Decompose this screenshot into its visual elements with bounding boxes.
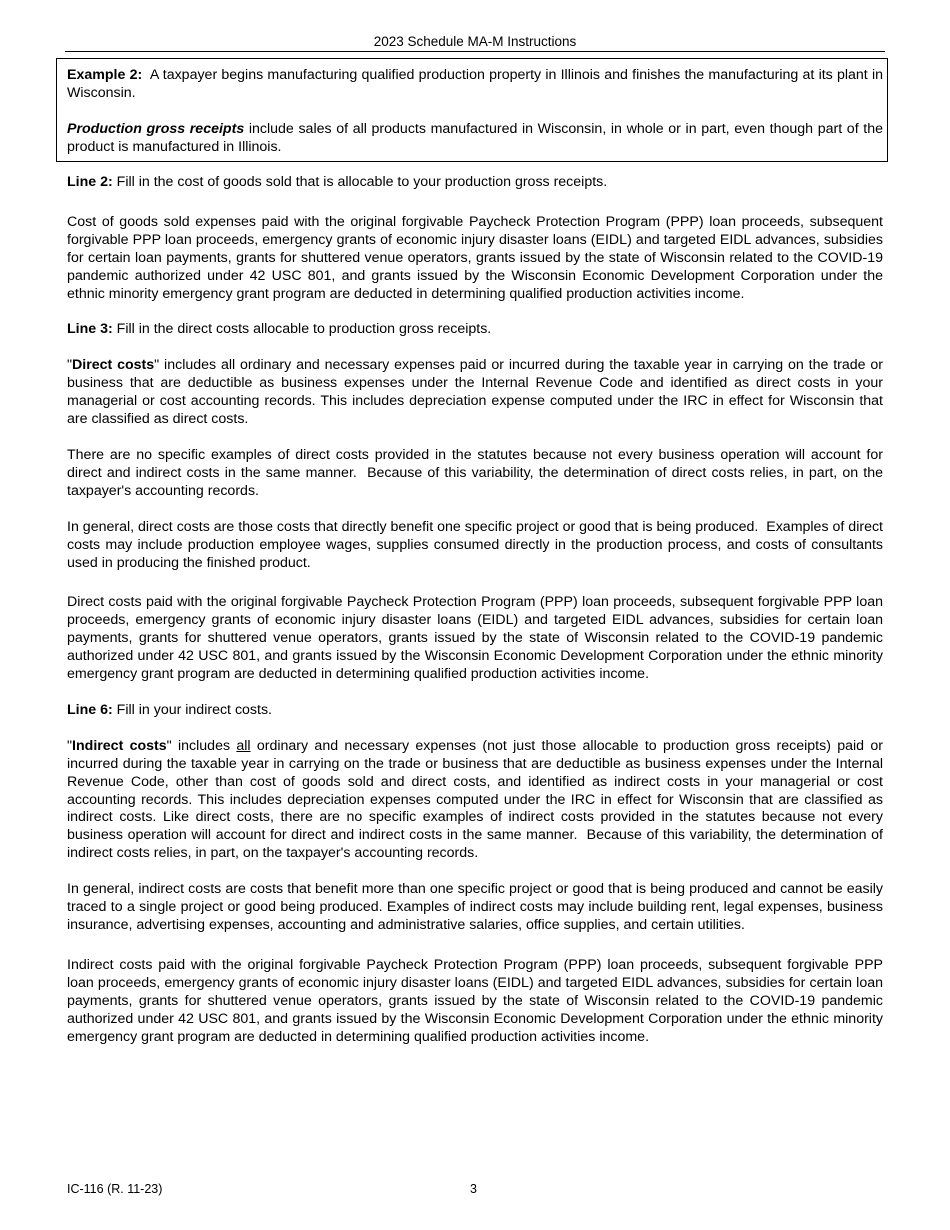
example-text: A taxpayer begins manufacturing qualified production property in Illinois and finishes the manufacturing at its plant in Wisconsin.: [67, 67, 887, 101]
direct-costs-definition: "Direct costs" includes all ordinary and necessary expenses paid or incurred during the taxable year in carrying on the trade or business that are deductible as business expenses under the Internal Revenue Code and identified as direct costs in your managerial or cost accounting records. This includes depreciation expense computed under the IRC in effect for Wisconsin that are classified as direct costs.: [67, 357, 883, 428]
page-number: 3: [470, 1182, 477, 1196]
example-paragraph: [67, 67, 887, 103]
line2-heading: [67, 174, 883, 192]
indirect-costs-definition: "Indirect costs" includes all ordinary and necessary expenses (not just those allocable to production gross receipts) paid or incurred during the taxable year in carrying on the trade or business that are deductible as business expenses under the Internal Revenue Code, other than cost of goods sold and direct costs, and identified as indirect costs in your managerial or cost accounting records. This includes depreciation expenses computed under the IRC in effect for Wisconsin that are classified as indirect costs. Like direct costs, there are no specific examples of indirect costs provided in the statutes because not every business operation will account for direct and indirect costs in the same manner. Because of this variability, the determination of indirect costs relies, in part, on the taxpayer's accounting records.: [67, 737, 887, 862]
production-gross-receipts-text: include sales of all products manufactured in Wisconsin, in whole or in part, even though part of the product is manufactured in Illinois.: [67, 120, 883, 155]
indirect-costs-ppp-paragraph: Indirect costs paid with the original forgivable Paycheck Protection Program (PPP) loan proceeds, subsequent forgivable PPP loan proceeds, emergency grants of economic injury disaster loans (EIDL) and targeted EIDL advances, subsidies for certain loan payments, grants for shuttered venue operators, grants issued by the state of Wisconsin related to the COVID-19 pandemic authorized under 42 USC 801, and grants issued by the Wisconsin Economic Development Corporation under the ethnic minority emergency grant program are deducted in determining qualified production activities income.: [67, 956, 883, 1045]
production-gross-receipts-paragraph: [67, 121, 883, 157]
line2-cogs-paragraph: Cost of goods sold expenses paid with the original forgivable Paycheck Protection Program (PPP) loan proceeds, subsequent forgivable PPP loan proceeds, emergency grants of economic injury disaster loans (EIDL) and targeted EIDL advances, subsidies for certain loan payments, grants for shuttered venue operators, grants issued by the state of Wisconsin related to the COVID-19 pandemic authorized under 42 USC 801, and grants issued by the Wisconsin Economic Development Corporation under the ethnic minority emergency grant program are deducted in determining qualified production activities income.: [67, 213, 883, 302]
indirect-costs-examples-paragraph: In general, indirect costs are costs that benefit more than one specific project or good that is being produced and cannot be easily traced to a single project or good being produced. Examples of indirect costs may include building rent, legal expenses, business insurance, advertising expenses, accounting and administrative salaries, office supplies, and certain utilities.: [67, 881, 883, 933]
example-box: [56, 58, 888, 162]
line6-heading: [67, 702, 883, 720]
example-label: Example 2:: [67, 67, 143, 83]
direct-costs-text: " includes all ordinary and necessary expenses paid or incurred during the taxable year in carrying on the trade or business that are deductible as business expenses under the Internal Revenue Code and identified as direct costs in your managerial or cost accounting records. This includes depreciation expense computed under the IRC in effect for Wisconsin that are classified as direct costs.: [67, 357, 883, 428]
indirect-costs-text: ordinary and necessary expenses (not just those allocable to production gross receipts) paid or incurred during the taxable year in carrying on the trade or business that are deductible as business expenses under the Internal Revenue Code, other than cost of goods sold and direct costs, and identified as indirect costs in your managerial or cost accounting records. This includes depreciation expenses computed under the IRC in effect for Wisconsin that are classified as indirect costs. Like direct costs, there are no specific examples of indirect costs provided in the statutes because not every business operation will account for direct and indirect costs in the same manner. Because of this variability, the determination of indirect costs relies, in part, on the taxpayer's accounting records.: [67, 737, 887, 862]
line3-label: Line 3:: [67, 321, 113, 338]
underlined-all: all: [236, 737, 251, 754]
indirect-costs-term: Indirect costs: [72, 737, 167, 754]
line6-text: Fill in your indirect costs.: [112, 701, 272, 718]
direct-costs-examples-paragraph: In general, direct costs are those costs that directly benefit one specific project or good that is being produced. Examples of direct costs may include production employee wages, supplies consumed directly in the production process, and costs of consultants used in producing the finished product.: [67, 518, 887, 571]
direct-costs-ppp-paragraph: Direct costs paid with the original forgivable Paycheck Protection Program (PPP) loan proceeds, subsequent forgivable PPP loan proceeds, emergency grants of economic injury disaster loans (EIDL) and targeted EIDL advances, subsidies for certain loan payments, grants for shuttered venue operators, grants issued by the state of Wisconsin related to the COVID-19 pandemic authorized under 42 USC 801, and grants issued by the Wisconsin Economic Development Corporation under the ethnic minority emergency grant program are deducted in determining qualified production activities income.: [67, 594, 883, 683]
header-divider: [65, 51, 885, 52]
line3-heading: [67, 321, 883, 339]
direct-costs-term: Direct costs: [72, 357, 155, 374]
instructions-body: [67, 174, 887, 1046]
line2-text: Fill in the cost of goods sold that is allocable to your production gross receipts.: [112, 174, 608, 190]
production-gross-receipts-term: Production gross receipts: [67, 120, 245, 137]
line2-label: Line 2:: [67, 174, 113, 190]
form-id: IC-116 (R. 11-23): [67, 1182, 163, 1196]
line6-label: Line 6:: [67, 701, 113, 718]
line3-text: Fill in the direct costs allocable to production gross receipts.: [112, 321, 492, 338]
direct-costs-variability-paragraph: There are no specific examples of direct costs provided in the statutes because not every business operation will account for direct and indirect costs in the same manner. Because of this variability, the determination of direct costs relies, in part, on the taxpayer's accounting records.: [67, 446, 887, 499]
page-header-title: 2023 Schedule MA-M Instructions: [373, 34, 577, 49]
